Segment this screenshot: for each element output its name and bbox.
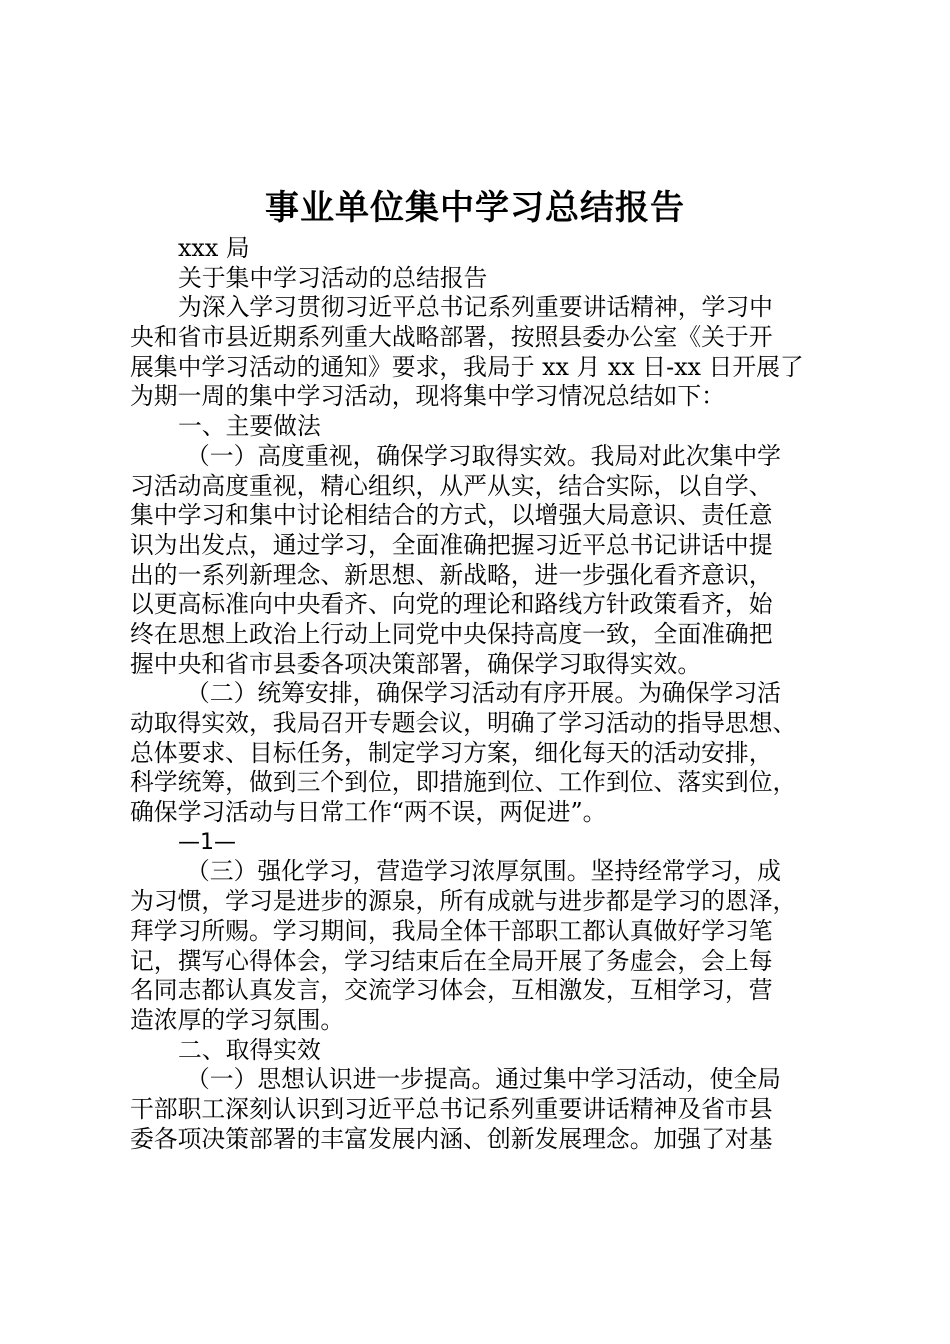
- text-line: 习活动高度重视，精心组织，从严从实，结合实际，以自学、: [130, 471, 773, 500]
- text-line: 以更高标准向中央看齐、向党的理论和路线方针政策看齐，始: [130, 590, 773, 619]
- text-line: 确保学习活动与日常工作“两不误，两促进”。: [130, 798, 607, 827]
- text-line: （一）思想认识进一步提高。通过集中学习活动，使全局: [186, 1065, 781, 1094]
- text-line: 动取得实效，我局召开专题会议，明确了学习活动的指导思想、: [130, 709, 797, 737]
- section-heading: 二、取得实效: [178, 1035, 321, 1064]
- text-line: 展集中学习活动的通知》要求，我局于 xx 月 xx 日-xx 日开展了: [130, 352, 804, 381]
- text-line: （二）统筹安排，确保学习活动有序开展。为确保学习活: [186, 679, 781, 708]
- text-line: 为深入学习贯彻习近平总书记系列重要讲话精神，学习中: [178, 293, 773, 322]
- text-line: 出的一系列新理念、新思想、新战略，进一步强化看齐意识，: [130, 560, 773, 589]
- text-line: （三）强化学习，营造学习浓厚氛围。坚持经常学习，成: [186, 857, 781, 886]
- text-line: 央和省市县近期系列重大战略部署，按照县委办公室《关于开: [130, 323, 773, 352]
- text-line: xxx 局: [178, 234, 250, 262]
- document-body: [130, 234, 830, 1154]
- text-line: 造浓厚的学习氛围。: [130, 1005, 345, 1034]
- page-number: —1—: [178, 829, 236, 855]
- text-line: 为期一周的集中学习活动，现将集中学习情况总结如下：: [130, 382, 725, 411]
- section-heading: 一、主要做法: [178, 412, 321, 441]
- text-line: 识为出发点，通过学习，全面准确把握习近平总书记讲话中提: [130, 530, 773, 559]
- text-line: 拜学习所赐。学习期间，我局全体干部职工都认真做好学习笔: [130, 916, 773, 945]
- text-line: 科学统筹，做到三个到位，即措施到位、工作到位、落实到位，: [130, 768, 797, 797]
- text-line: 握中央和省市县委各项决策部署，确保学习取得实效。: [130, 649, 702, 678]
- text-line: （一）高度重视，确保学习取得实效。我局对此次集中学: [186, 441, 781, 470]
- document-title: 事业单位集中学习总结报告: [265, 188, 685, 228]
- text-line: 关于集中学习活动的总结报告: [178, 263, 488, 292]
- text-line: 为习惯，学习是进步的源泉，所有成就与进步都是学习的恩泽，: [130, 887, 797, 916]
- text-line: 干部职工深刻认识到习近平总书记系列重要讲话精神及省市县: [130, 1094, 773, 1123]
- text-line: 名同志都认真发言，交流学习体会，互相激发，互相学习，营: [130, 976, 773, 1005]
- text-line: 记，撰写心得体会，学习结束后在全局开展了务虚会，会上每: [130, 946, 773, 975]
- text-line: 总体要求、目标任务，制定学习方案，细化每天的活动安排，: [130, 738, 773, 767]
- text-line: 集中学习和集中讨论相结合的方式，以增强大局意识、责任意: [130, 501, 773, 530]
- text-line: 终在思想上政治上行动上同党中央保持高度一致，全面准确把: [130, 619, 773, 648]
- text-line: 委各项决策部署的丰富发展内涵、创新发展理念。加强了对基: [130, 1124, 773, 1153]
